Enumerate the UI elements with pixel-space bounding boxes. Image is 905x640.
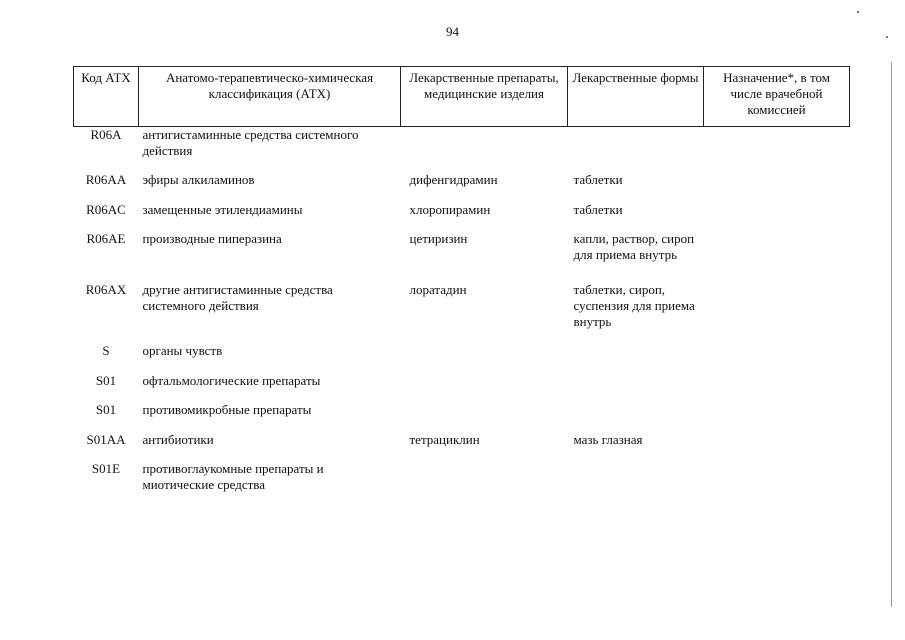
dosage-form-cell	[568, 343, 704, 373]
table-row	[74, 373, 850, 402]
atx-code-cell: R06AE	[86, 230, 126, 246]
purpose-cell	[704, 127, 850, 172]
classification-cell: антигистаминные средства системного действия	[142, 127, 359, 158]
drug-cell	[401, 402, 568, 432]
table-row	[74, 127, 850, 172]
drug-cell: цетиризин	[409, 230, 468, 246]
header-atx-classification: Анатомо-терапевтическо-химическая классификация (АТХ)	[139, 67, 401, 127]
classification-cell: производные пиперазина	[142, 230, 282, 246]
drug-cell: лоратадин	[409, 281, 467, 297]
classification-cell: замещенные этилендиамины	[142, 201, 303, 217]
header-drugs: Лекарственные препараты, медицинские изделия	[401, 67, 568, 127]
table-row	[74, 402, 850, 432]
header-atx-code: Код АТХ	[74, 67, 139, 127]
purpose-cell	[704, 172, 850, 202]
table-row	[74, 172, 850, 202]
classification-cell: антибиотики	[142, 431, 214, 447]
dosage-form-cell	[568, 402, 704, 432]
drug-cell: хлоропирамин	[409, 201, 491, 217]
dosage-form-cell: мазь глазная	[573, 431, 643, 447]
table-row	[74, 231, 850, 282]
table-row	[74, 343, 850, 373]
atx-code-cell: S01	[95, 372, 117, 388]
classification-cell: органы чувств	[142, 342, 223, 358]
header-dosage-forms: Лекарственные формы	[568, 67, 704, 127]
atx-code-cell: S	[102, 342, 110, 358]
header-purpose: Назначение*, в том числе врачебной комиссией	[704, 67, 850, 127]
drug-cell: тетрациклин	[409, 431, 480, 447]
drug-cell	[401, 343, 568, 373]
atx-code-cell: R06A	[90, 127, 122, 142]
purpose-cell	[704, 461, 850, 501]
table-row	[74, 282, 850, 343]
atx-code-cell: S01	[95, 401, 117, 417]
purpose-cell	[704, 373, 850, 402]
drug-cell: дифенгидрамин	[409, 171, 498, 187]
classification-cell: другие антигистаминные средства системного действия	[142, 281, 333, 313]
purpose-cell	[704, 343, 850, 373]
table-row	[74, 202, 850, 231]
atx-code-cell: S01E	[91, 460, 121, 476]
page-number: 94	[446, 24, 459, 39]
classification-cell: офтальмологические препараты	[142, 372, 321, 388]
scan-page-edge	[891, 62, 892, 607]
classification-cell: противомикробные препараты	[142, 401, 312, 417]
purpose-cell	[704, 432, 850, 461]
purpose-cell	[704, 402, 850, 432]
drug-cell	[401, 373, 568, 402]
dosage-form-cell: таблетки	[573, 171, 623, 187]
atx-code-cell: R06AC	[86, 201, 126, 217]
classification-cell: противоглаукомные препараты и миотические средства	[142, 460, 324, 492]
scan-speck	[857, 11, 859, 13]
drug-cell	[401, 461, 568, 501]
table-row	[74, 432, 850, 461]
purpose-cell	[704, 231, 850, 282]
scan-speck	[886, 36, 888, 38]
atx-code-cell: S01AA	[86, 431, 126, 447]
table-header-row	[74, 67, 850, 127]
table-row	[74, 461, 850, 501]
purpose-cell	[704, 202, 850, 231]
atx-classification-table	[73, 66, 850, 501]
purpose-cell	[704, 282, 850, 343]
dosage-form-cell	[568, 127, 704, 172]
atx-code-cell: R06AX	[85, 281, 127, 297]
dosage-form-cell: таблетки, сироп, суспензия для приема внутрь	[573, 281, 695, 329]
classification-cell: эфиры алкиламинов	[142, 171, 255, 187]
drug-cell	[401, 127, 568, 172]
dosage-form-cell	[568, 373, 704, 402]
dosage-form-cell: таблетки	[573, 201, 623, 217]
dosage-form-cell: капли, раствор, сироп для приема внутрь	[573, 230, 695, 262]
atx-code-cell: R06AA	[85, 171, 127, 187]
dosage-form-cell	[568, 461, 704, 501]
